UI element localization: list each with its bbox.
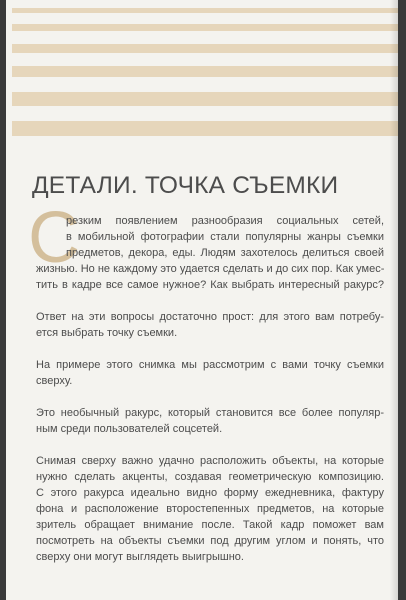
book-page [6, 0, 398, 600]
text-line: С этого ракурса идеально видно форму ежедневника, фактуру [36, 487, 384, 499]
text-line: жизнью. Но не каждому это удается сделать и до сих пор. Как умес- [36, 263, 385, 275]
page-title: ДЕТАЛИ. ТОЧКА СЪЕМКИ [32, 172, 339, 199]
text-line: тить в кадре все самое нужное? Как выбрать интересный ракурс? [36, 279, 384, 291]
text-line: резким появлением разнообразия социальных сетей, [66, 215, 384, 227]
text-line: зритель обращает внимание после. Такой кадр поможет вам [36, 519, 384, 531]
text-line: Это необычный ракурс, который становится все более популяр- [36, 407, 384, 419]
page-edge-shadow [390, 0, 398, 600]
text-line: нужно сделать акценты, создавая геометрическую композицию. [36, 471, 384, 483]
stripe [12, 121, 398, 136]
text-line: ется выбрать точку съемки. [36, 327, 178, 339]
stripe [12, 66, 398, 77]
decorative-stripes [12, 0, 398, 140]
text-line: Снимая сверху важно удачно расположить объекты, на которые [36, 455, 384, 467]
stripe [12, 8, 398, 13]
stripe [12, 92, 398, 106]
stripe [12, 44, 398, 53]
text-line: Ответ на эти вопросы достаточно прост: для этого вам потребу- [36, 311, 384, 323]
text-line: ным среди пользователей соцсетей. [36, 423, 223, 435]
text-line: предметов, декора, еды. Людям захотелось делиться своей [66, 247, 384, 259]
text-line: сверху. [36, 375, 73, 387]
text-line: посмотреть на объекты съемки под другим углом и понять, что [36, 535, 384, 547]
text-line: фона и расположение второстепенных предметов, на которые [36, 503, 384, 515]
text-line: в мобильной фотографии стали популярны жанры съемки [66, 231, 384, 243]
text-line: сверху они могут выглядеть выигрышно. [36, 551, 244, 563]
stripe [12, 24, 398, 31]
text-line: На примере этого снимка мы рассмотрим с вами точку съемки [36, 359, 384, 371]
drop-cap: С [28, 198, 80, 278]
